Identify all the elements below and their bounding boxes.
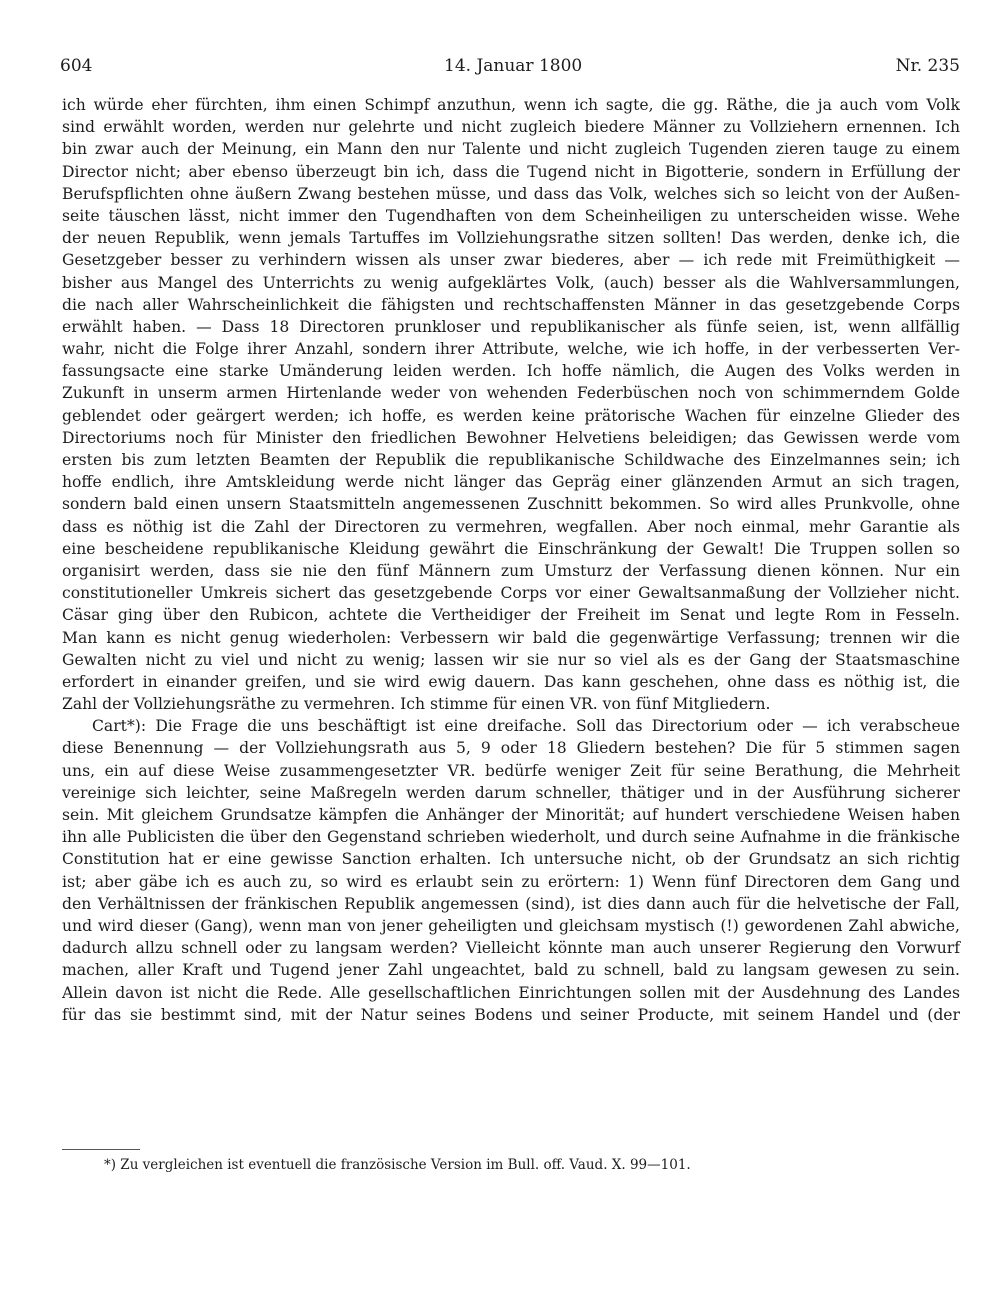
text-line: hoffe endlich, ihre Amtskleidung werde nicht länger das Gepräg einer glänzenden Armut an sich tragen,: [62, 473, 960, 492]
text-line: ihn alle Publicisten die über den Gegenstand schrieben wiederholt, und durch seine Aufnahme in die fränkische: [62, 828, 960, 847]
text-line: Allein davon ist nicht die Rede. Alle gesellschaftlichen Einrichtungen sollen mit der Ausdehnung des Landes: [62, 983, 960, 1002]
text-line: Man kann es nicht genug wiederholen: Verbessern wir bald die gegenwärtige Verfassung; trennen wir die: [62, 628, 960, 647]
text-line: Directoriums noch für Minister den friedlichen Bewohner Helvetiens beleidigen; das Gewissen werde vom: [62, 428, 960, 447]
document-number: Nr. 235: [895, 56, 960, 76]
text-line: Zukunft in unserm armen Hirtenlande weder von wehenden Federbüschen noch von schimmerndem Golde: [62, 384, 960, 403]
text-line: der neuen Republik, wenn jemals Tartuffes im Vollziehungsrathe sitzen sollten! Das werden, denke ich, die: [62, 229, 960, 248]
text-line: dass es nöthig ist die Zahl der Directoren zu vermehren, wegfallen. Aber noch einmal, mehr Garantie als: [62, 517, 960, 536]
text-line: die nach aller Wahrscheinlichkeit die fähigsten und rechtschaffensten Männer in das gesetzgebende Corps: [62, 295, 960, 314]
text-line: sondern bald einen unsern Staatsmitteln angemessenen Zuschnitt bekommen. So wird alles Prunkvolle, ohne: [62, 495, 960, 514]
text-line: diese Benennung — der Vollziehungsrath aus 5, 9 oder 18 Gliedern bestehen? Die für 5 stimmen sagen: [62, 739, 960, 758]
page-date: 14. Januar 1800: [444, 56, 583, 76]
text-line: bin zwar auch der Meinung, ein Mann den nur Talente und nicht zugleich Tugenden zieren tauge zu einem: [62, 140, 960, 159]
text-line: eine bescheidene republikanische Kleidung gewährt die Einschränkung der Gewalt! Die Truppen sollen so: [62, 539, 960, 558]
text-line: den Verhältnissen der fränkischen Republik angemessen (sind), ist dies dann auch für die helvetische der Fall,: [62, 894, 960, 913]
text-line: Zahl der Vollziehungsräthe zu vermehren. Ich stimme für einen VR. von fünf Mitgliedern.: [62, 695, 771, 714]
text-line: geblendet oder geärgert werden; ich hoffe, es werden keine prätorische Wachen für einzelne Glieder des: [62, 406, 960, 425]
text-line: constitutioneller Umkreis sichert das gesetzgebende Corps vor einer Gewaltsanmaßung der Vollzieher nicht.: [62, 584, 960, 603]
text-line: sein. Mit gleichem Grundsatze kämpfen die Anhänger der Minorität; auf hundert verschiedene Weisen haben: [62, 806, 960, 824]
footnote-divider: [62, 1149, 140, 1150]
text-line: Gewalten nicht zu viel und nicht zu wenig; lassen wir sie nur so viel als es der Gang der Staatsmaschine: [62, 650, 960, 669]
body-text: [62, 94, 960, 1026]
text-line: uns, ein auf diese Weise zusammengesetzter VR. bedürfe weniger Zeit für seine Berathung, die Mehrheit: [62, 761, 960, 780]
footnote: *) Zu vergleichen ist eventuell die französische Version im Bull. off. Vaud. X. 99—101.: [104, 1157, 691, 1173]
text-line: Gesetzgeber besser zu verhindern wissen als unser zwar biederes, aber — ich rede mit Freimüthigkeit —: [62, 251, 960, 270]
text-line: ist; aber gäbe ich es auch zu, so wird es erlaubt sein zu erörtern: 1) Wenn fünf Directoren dem Gang und: [62, 872, 960, 891]
text-line: wahr, nicht die Folge ihrer Anzahl, sondern ihrer Attribute, welche, wie ich hoffe, in der verbesserten Ver-: [62, 340, 960, 359]
text-line: machen, aller Kraft und Tugend jener Zahl ungeachtet, bald zu schnell, bald zu langsam gewesen zu sein.: [62, 961, 960, 980]
text-line: Director nicht; aber ebenso überzeugt bin ich, dass die Tugend nicht in Bigotterie, sondern in Erfüllung der: [62, 162, 960, 181]
page-number: 604: [60, 56, 93, 76]
text-line: ich würde eher fürchten, ihm einen Schimpf anzuthun, wenn ich sagte, die gg. Räthe, die ja auch vom Volk: [62, 96, 960, 114]
text-line: bisher aus Mangel des Unterrichts zu wenig aufgeklärtes Volk, (auch) besser als die Wahlversammlungen,: [62, 273, 960, 292]
text-line: dadurch allzu schnell oder zu langsam werden? Vielleicht könnte man auch unserer Regierung den Vorwurf: [62, 939, 960, 958]
text-line: sind erwählt worden, werden nur gelehrte und nicht zugleich biedere Männer zu Vollziehern ernennen. Ich: [62, 118, 960, 137]
text-line: Cäsar ging über den Rubicon, achtete die Vertheidiger der Freiheit im Senat und legte Rom in Fesseln.: [62, 606, 960, 625]
text-line: vereinige sich leichter, seine Maßregeln werden darum schneller, thätiger und in der Ausführung sicherer: [62, 783, 960, 802]
text-line: erfordert in einander greifen, und sie wird ewig dauern. Das kann geschehen, ohne dass es nöthig ist, die: [62, 672, 960, 691]
page-header: [60, 56, 960, 80]
text-line: fassungsacte eine starke Umänderung leiden werden. Ich hoffe nämlich, die Augen des Volks werden in: [62, 362, 960, 381]
text-line: für das sie bestimmt sind, mit der Natur seines Bodens und seiner Producte, mit seinem Handel und (der: [62, 1005, 960, 1024]
text-line: und wird dieser (Gang), wenn man von jener geheiligten und gleichsam mystisch (!) gewordenen Zahl abwiche,: [62, 916, 960, 935]
text-line: Cart*): Die Frage die uns beschäftigt ist eine dreifache. Soll das Directorium oder — ich verabscheue: [92, 717, 960, 736]
text-line: organisirt werden, dass sie nie den fünf Männern zum Umsturz der Verfassung dienen können. Nur ein: [62, 561, 960, 580]
text-line: seite täuschen lässt, nicht immer den Tugendhaften von dem Scheinheiligen zu unterscheiden wisse. Wehe: [62, 206, 960, 225]
text-line: erwählt haben. — Dass 18 Directoren prunkloser und republikanischer als fünfe seien, ist, wenn allfällig: [62, 317, 960, 336]
text-line: Berufspflichten ohne äußern Zwang bestehen müsse, und dass das Volk, welches sich so leicht von der Außen-: [62, 184, 960, 203]
text-line: ersten bis zum letzten Beamten der Republik die republikanische Schildwache des Einzelmannes sein; ich: [62, 451, 960, 469]
text-line: Constitution hat er eine gewisse Sanction erhalten. Ich untersuche nicht, ob der Grundsatz an sich richtig: [62, 850, 960, 869]
